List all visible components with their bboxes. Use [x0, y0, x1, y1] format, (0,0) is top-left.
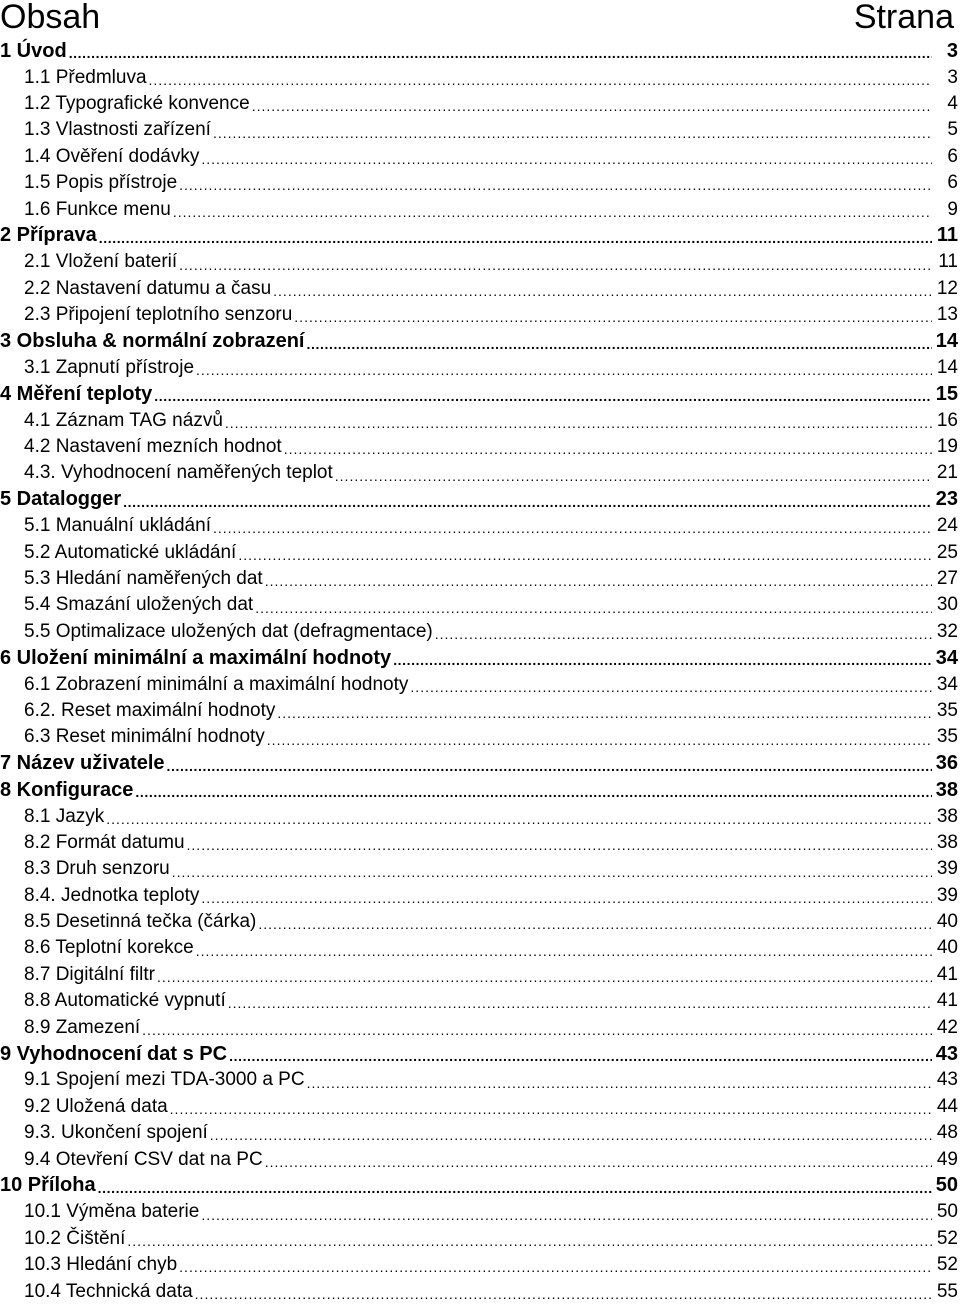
toc-header: [0, 0, 960, 38]
dot-leader: [210, 1120, 932, 1146]
toc-entry-title: 1.3 Vlastnosti zařízení: [24, 119, 211, 141]
toc-section-entry[interactable]: [0, 1146, 960, 1172]
dot-leader: [172, 856, 932, 882]
toc-chapter-entry[interactable]: [0, 381, 960, 407]
toc-entry-title: 8.5 Desetinná tečka (čárka): [24, 911, 257, 933]
toc-section-entry[interactable]: [0, 1278, 960, 1304]
toc-section-entry[interactable]: [0, 355, 960, 381]
page-column-label: Strana: [853, 0, 954, 36]
toc-entry-page-number: 21: [936, 462, 958, 484]
dot-leader: [410, 671, 932, 697]
toc-section-entry[interactable]: [0, 302, 960, 328]
toc-section-entry[interactable]: [0, 407, 960, 433]
toc-section-entry[interactable]: [0, 144, 960, 170]
dot-leader: [179, 249, 932, 275]
toc-section-entry[interactable]: [0, 909, 960, 935]
dot-leader: [187, 830, 932, 856]
dot-leader: [98, 1173, 932, 1199]
toc-section-entry[interactable]: [0, 117, 960, 143]
toc-title: Obsah: [0, 0, 101, 36]
toc-entry-title: 5.3 Hledání naměřených dat: [24, 568, 263, 589]
toc-entry-page-number: 43: [935, 1042, 958, 1065]
toc-section-entry[interactable]: [0, 513, 960, 539]
dot-leader: [201, 883, 932, 909]
toc-entry-title: 8.7 Digitální filtr: [24, 963, 155, 985]
toc-entry-title: 8.2 Formát datumu: [24, 831, 185, 853]
toc-section-entry[interactable]: [0, 91, 960, 117]
toc-entry-title: 8.6 Teplotní korekce: [24, 937, 194, 959]
toc-section-entry[interactable]: [0, 935, 960, 961]
toc-entry-title: 8.9 Zamezení: [24, 1016, 141, 1038]
toc-section-entry[interactable]: [0, 460, 960, 486]
toc-entry-title: 5.5 Optimalizace uložených dat (defragmentace): [24, 620, 433, 642]
dot-leader: [142, 1014, 932, 1040]
toc-section-entry[interactable]: [0, 698, 960, 724]
toc-entry-page-number: 49: [936, 1148, 958, 1170]
toc-entry-title: 4.1 Záznam TAG názvů: [24, 409, 223, 431]
toc-entry-title: 8.8 Automatické vypnutí: [24, 990, 226, 1012]
toc-section-entry[interactable]: [0, 1067, 960, 1093]
dot-leader: [225, 407, 932, 433]
toc-entry-page-number: 48: [936, 1122, 958, 1144]
toc-entry-page-number: 14: [935, 329, 958, 352]
toc-chapter-entry[interactable]: [0, 38, 960, 64]
dot-leader: [179, 1252, 932, 1278]
toc-entry-title: 1.2 Typografické konvence: [24, 92, 250, 114]
dot-leader: [173, 196, 932, 222]
dot-leader: [258, 909, 932, 935]
toc-entry-page-number: 6: [947, 145, 958, 167]
toc-entry-title: 8.1 Jazyk: [24, 805, 105, 827]
toc-entry-page-number: 50: [935, 1174, 958, 1197]
toc-entry-page-number: 39: [936, 884, 958, 906]
dot-leader: [106, 803, 932, 829]
toc-entry-page-number: 23: [935, 488, 958, 511]
dot-leader: [267, 724, 932, 750]
toc-entry-page-number: 44: [936, 1095, 958, 1117]
toc-section-entry[interactable]: [0, 1094, 960, 1120]
dot-leader: [255, 592, 932, 618]
dot-leader: [265, 1146, 932, 1172]
toc-entry-title: 1.5 Popis přístroje: [24, 172, 178, 194]
dot-leader: [123, 487, 932, 513]
toc-entry-page-number: 40: [936, 937, 958, 959]
toc-entry-page-number: 38: [936, 805, 958, 827]
toc-section-entry[interactable]: [0, 1226, 960, 1252]
toc-entry-title: 10 Příloha: [0, 1174, 96, 1197]
toc-entry-page-number: 24: [936, 515, 958, 537]
dot-leader: [170, 1094, 932, 1120]
toc-entry-title: 1.4 Ověření dodávky: [24, 145, 200, 167]
toc-section-entry[interactable]: [0, 434, 960, 460]
toc-entry-page-number: 4: [947, 92, 958, 114]
dot-leader: [284, 434, 932, 460]
toc-section-entry[interactable]: [0, 883, 960, 909]
toc-entry-title: 9.1 Spojení mezi TDA-3000 a PC: [24, 1069, 305, 1091]
toc-entry-page-number: 16: [936, 409, 958, 431]
toc-entry-page-number: 3: [946, 39, 958, 62]
table-of-contents: [0, 38, 960, 1305]
toc-chapter-entry[interactable]: [0, 751, 960, 777]
dot-leader: [201, 144, 932, 170]
toc-entry-page-number: 38: [935, 778, 958, 801]
toc-entry-title: 6.2. Reset maximální hodnoty: [24, 699, 276, 721]
toc-entry-page-number: 14: [936, 356, 958, 378]
dot-leader: [229, 1041, 932, 1067]
toc-entry-page-number: 39: [936, 858, 958, 880]
toc-chapter-entry[interactable]: [0, 1173, 960, 1199]
toc-entry-title: 8 Konfigurace: [0, 778, 134, 801]
toc-entry-page-number: 25: [936, 541, 958, 563]
toc-section-entry[interactable]: [0, 830, 960, 856]
toc-entry-page-number: 41: [936, 990, 958, 1012]
dot-leader: [265, 566, 932, 592]
toc-section-entry[interactable]: [0, 619, 960, 645]
toc-section-entry[interactable]: [0, 856, 960, 882]
toc-entry-page-number: 35: [936, 726, 958, 748]
dot-leader: [277, 698, 932, 724]
toc-entry-title: 4.3. Vyhodnocení naměřených teplot: [24, 462, 333, 484]
dot-leader: [307, 1067, 932, 1093]
toc-section-entry[interactable]: [0, 1252, 960, 1278]
toc-section-entry[interactable]: [0, 64, 960, 90]
toc-entry-page-number: 43: [936, 1069, 958, 1091]
toc-entry-title: 2.3 Připojení teplotního senzoru: [24, 304, 293, 326]
toc-entry-title: 2.1 Vložení baterií: [24, 251, 178, 273]
toc-section-entry[interactable]: [0, 592, 960, 618]
toc-entry-title: 2.2 Nastavení datumu a času: [24, 277, 272, 299]
toc-entry-title: 9 Vyhodnocení dat s PC: [0, 1042, 228, 1065]
toc-entry-page-number: 55: [936, 1280, 958, 1302]
toc-entry-title: 7 Název uživatele: [0, 752, 165, 775]
toc-entry-title: 10.2 Čištění: [24, 1227, 126, 1249]
toc-section-entry[interactable]: [0, 1120, 960, 1146]
toc-entry-title: 2 Příprava: [0, 224, 97, 247]
toc-chapter-entry[interactable]: [0, 777, 960, 803]
toc-entry-title: 10.3 Hledání chyb: [24, 1254, 178, 1276]
toc-entry-page-number: 34: [936, 673, 958, 695]
dot-leader: [307, 328, 933, 354]
toc-section-entry[interactable]: [0, 1014, 960, 1040]
dot-leader: [196, 935, 932, 961]
toc-entry-page-number: 11: [938, 251, 958, 273]
dot-leader: [154, 381, 932, 407]
toc-chapter-entry[interactable]: [0, 223, 960, 249]
toc-entry-title: 4.2 Nastavení mezních hodnot: [24, 436, 282, 458]
dot-leader: [213, 513, 932, 539]
dot-leader: [179, 170, 932, 196]
toc-entry-page-number: 34: [935, 646, 958, 669]
toc-entry-page-number: 42: [936, 1016, 958, 1038]
toc-section-entry[interactable]: [0, 539, 960, 565]
dot-leader: [69, 38, 932, 64]
toc-entry-title: 1 Úvod: [0, 39, 67, 62]
toc-section-entry[interactable]: [0, 170, 960, 196]
toc-entry-title: 9.3. Ukončení spojení: [24, 1122, 208, 1144]
dot-leader: [294, 302, 932, 328]
toc-entry-title: 5.1 Manuální ukládání: [24, 515, 211, 537]
dot-leader: [228, 988, 932, 1014]
toc-entry-page-number: 32: [936, 620, 958, 642]
toc-entry-title: 6.3 Reset minimální hodnoty: [24, 726, 265, 748]
toc-section-entry[interactable]: [0, 988, 960, 1014]
toc-chapter-entry[interactable]: [0, 328, 960, 354]
dot-leader: [252, 91, 932, 117]
toc-entry-title: 3.1 Zapnutí přístroje: [24, 356, 195, 378]
toc-chapter-entry[interactable]: [0, 487, 960, 513]
toc-entry-title: 8.4. Jednotka teploty: [24, 884, 200, 906]
dot-leader: [135, 777, 932, 803]
dot-leader: [201, 1199, 932, 1225]
toc-entry-title: 1.6 Funkce menu: [24, 198, 171, 220]
toc-entry-page-number: 15: [935, 382, 958, 405]
toc-entry-page-number: 40: [936, 911, 958, 933]
toc-entry-title: 9.4 Otevření CSV dat na PC: [24, 1148, 263, 1170]
toc-entry-page-number: 3: [947, 66, 958, 88]
dot-leader: [157, 962, 932, 988]
toc-chapter-entry[interactable]: [0, 645, 960, 671]
toc-entry-title: 4 Měření teploty: [0, 382, 153, 405]
toc-entry-title: 5.2 Automatické ukládání: [24, 541, 237, 563]
toc-entry-page-number: 27: [936, 568, 958, 589]
toc-entry-title: 10.1 Výměna baterie: [24, 1201, 200, 1223]
dot-leader: [238, 539, 932, 565]
toc-entry-page-number: 41: [936, 963, 958, 985]
toc-entry-title: 9.2 Uložená data: [24, 1095, 168, 1117]
toc-entry-title: 5.4 Smazání uložených dat: [24, 594, 254, 616]
toc-entry-title: 8.3 Druh senzoru: [24, 858, 170, 880]
toc-entry-title: 10.4 Technická data: [24, 1280, 193, 1302]
toc-entry-page-number: 38: [936, 831, 958, 853]
dot-leader: [99, 223, 932, 249]
toc-entry-page-number: 50: [936, 1201, 958, 1223]
toc-section-entry[interactable]: [0, 724, 960, 750]
dot-leader: [435, 619, 932, 645]
toc-entry-title: 6 Uložení minimální a maximální hodnoty: [0, 646, 392, 669]
toc-entry-page-number: 52: [936, 1227, 958, 1249]
toc-entry-title: 6.1 Zobrazení minimální a maximální hodnoty: [24, 673, 409, 695]
toc-entry-page-number: 9: [947, 198, 958, 220]
toc-section-entry[interactable]: [0, 1199, 960, 1225]
toc-entry-page-number: 36: [935, 752, 958, 775]
toc-section-entry[interactable]: [0, 566, 960, 592]
toc-entry-page-number: 6: [947, 172, 958, 194]
toc-section-entry[interactable]: [0, 249, 960, 275]
toc-entry-page-number: 12: [936, 277, 958, 299]
toc-chapter-entry[interactable]: [0, 1041, 960, 1067]
dot-leader: [393, 645, 932, 671]
toc-section-entry[interactable]: [0, 196, 960, 222]
toc-entry-page-number: 13: [936, 304, 958, 326]
dot-leader: [167, 751, 932, 777]
toc-entry-title: 1.1 Předmluva: [24, 66, 147, 88]
toc-entry-page-number: 5: [947, 119, 958, 141]
dot-leader: [213, 117, 932, 143]
toc-section-entry[interactable]: [0, 276, 960, 302]
dot-leader: [273, 276, 932, 302]
dot-leader: [149, 64, 932, 90]
toc-entry-page-number: 52: [936, 1254, 958, 1276]
toc-section-entry[interactable]: [0, 803, 960, 829]
toc-entry-page-number: 11: [936, 224, 958, 247]
toc-section-entry[interactable]: [0, 962, 960, 988]
toc-entry-title: 5 Datalogger: [0, 488, 122, 511]
dot-leader: [195, 1278, 932, 1304]
toc-entry-page-number: 35: [936, 699, 958, 721]
toc-entry-page-number: 19: [936, 436, 958, 458]
toc-section-entry[interactable]: [0, 671, 960, 697]
dot-leader: [127, 1226, 932, 1252]
toc-entry-page-number: 30: [936, 594, 958, 616]
dot-leader: [335, 460, 932, 486]
dot-leader: [196, 355, 932, 381]
toc-entry-title: 3 Obsluha & normální zobrazení: [0, 329, 305, 352]
